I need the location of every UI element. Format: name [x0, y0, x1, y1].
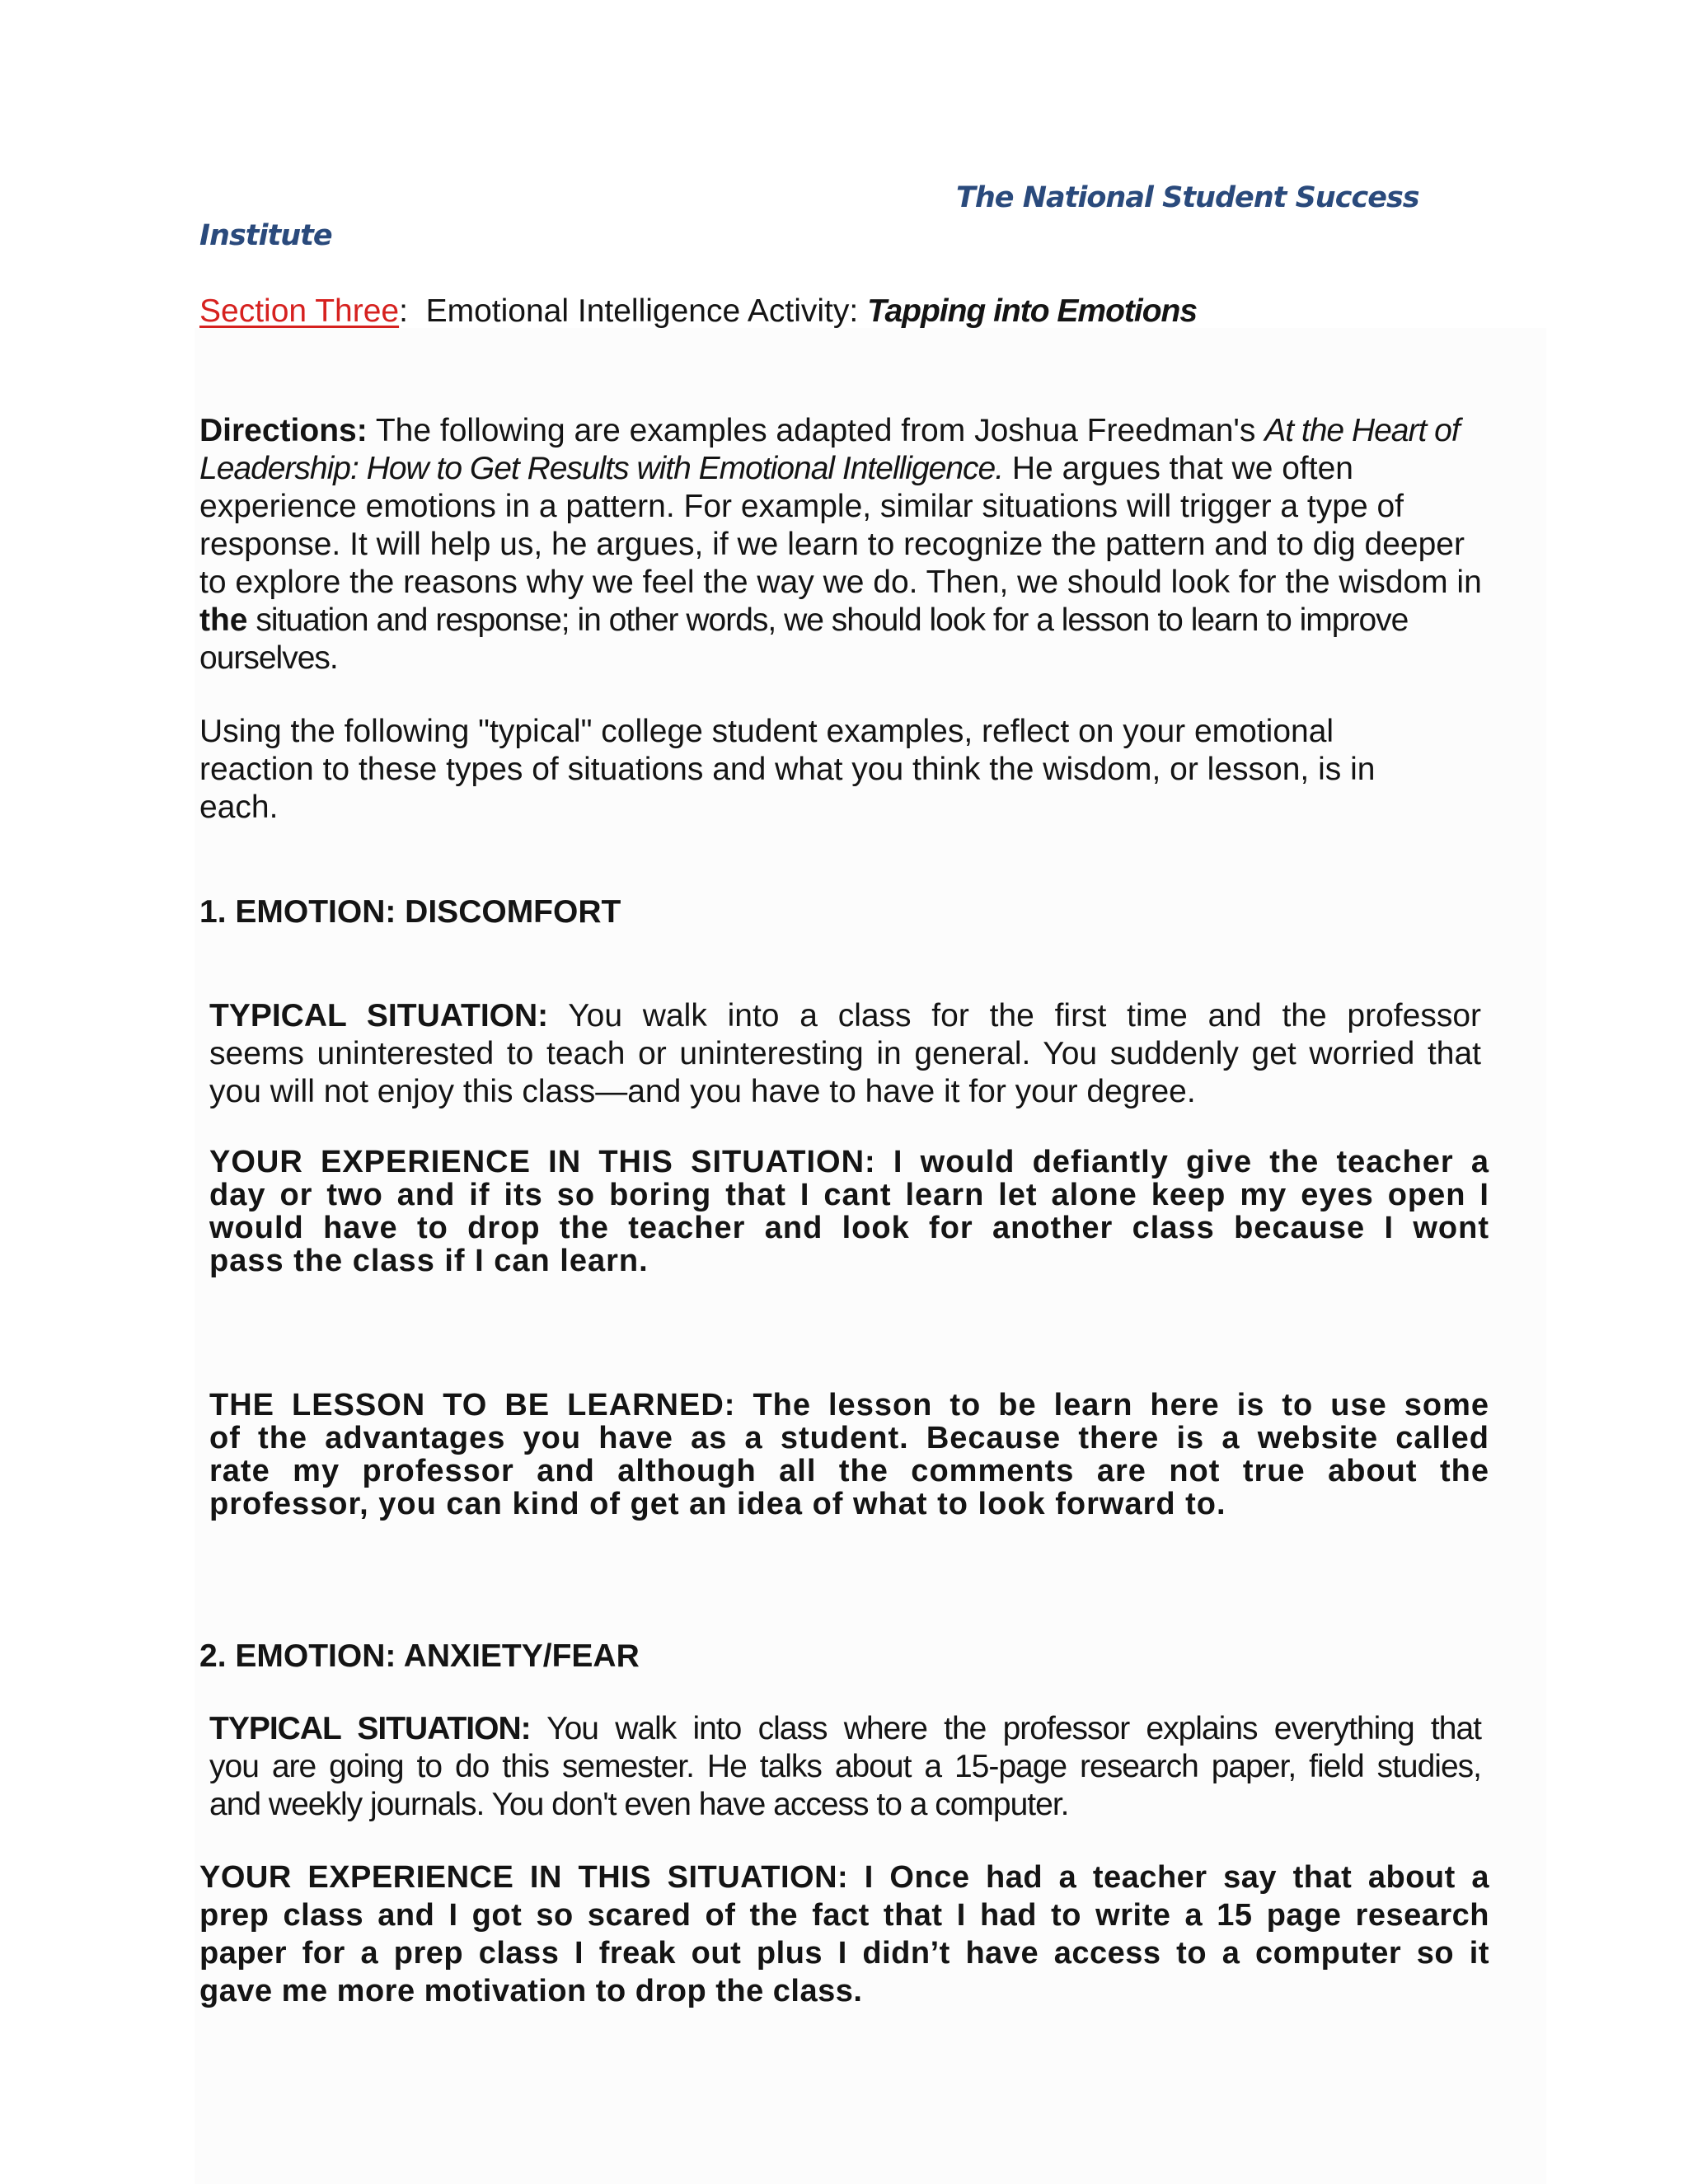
- situation-label: TYPICAL SITUATION:: [209, 1711, 531, 1746]
- institute-name-line2: Institute: [199, 219, 332, 252]
- situation-line: and weekly journals. You don't even have access to a computer.: [209, 1787, 1069, 1822]
- section-colon: :: [399, 293, 408, 329]
- emotion-1-lesson: [209, 1389, 1489, 1521]
- emotion-1-heading: 1. EMOTION: DISCOMFORT: [199, 894, 621, 930]
- intro-paragraph: Using the following "typical" college student examples, reflect on your emotional reaction to these types of situations and what you think the wisdom, or lesson, is in each.: [199, 714, 1376, 825]
- experience-line: day or two and if its so boring that I cant learn let alone keep my eyes open I: [209, 1178, 1489, 1212]
- lesson-line: THE LESSON TO BE LEARNED: The lesson to be learn here is to use some: [209, 1388, 1489, 1422]
- emotion-2-typical-situation: [209, 1710, 1481, 1824]
- situation-label: TYPICAL SITUATION:: [209, 998, 549, 1033]
- directions-text-1: The following are examples adapted from Joshua Freedman's: [375, 413, 1265, 448]
- situation-line: seems uninterested to teach or uninteresting in general. You suddenly get worried that: [209, 1036, 1481, 1071]
- book-title: At the Heart of Leadership: How to Get Results with Emotional Intelligence.: [199, 413, 1460, 486]
- experience-line: paper for a prep class I freak out plus I didn’t have access to a computer so it: [199, 1936, 1489, 1971]
- experience-line: YOUR EXPERIENCE IN THIS SITUATION: I Once had a teacher say that about a: [199, 1860, 1489, 1895]
- directions-label: Directions:: [199, 413, 368, 448]
- situation-line: [209, 1710, 1481, 1748]
- directions-text-2: He argues that we often experience emotions in a pattern. For example, similar situations will trigger a type of response. It will help us, he argues, if we learn to recognize the pattern and to dig deeper to explore the reasons why we feel the way we do. Then, we should look for the wisdom in: [199, 451, 1482, 600]
- directions-text-3: situation and response; in other words, we should look for a lesson to learn to improve ourselves.: [199, 602, 1409, 676]
- emotion-2-heading: 2. EMOTION: ANXIETY/FEAR: [199, 1638, 640, 1674]
- lesson-line: rate my professor and although all the comments are not true about the: [209, 1454, 1489, 1488]
- situation-line: you are going to do this semester. He talks about a 15-page research paper, field studies,: [209, 1749, 1481, 1784]
- directions-bold-word: the: [199, 602, 248, 638]
- institute-name-line1: The National Student Success: [956, 181, 1419, 214]
- situation-line: you will not enjoy this class—and you have to have it for your degree.: [209, 1074, 1196, 1109]
- activity-title: Tapping into Emotions: [867, 293, 1198, 329]
- situation-text: You walk into class where the professor explains everything that: [530, 1711, 1481, 1746]
- lesson-line: professor, you can kind of get an idea of what to look forward to.: [209, 1487, 1226, 1521]
- experience-line: pass the class if I can learn.: [209, 1244, 649, 1278]
- emotion-1-typical-situation: [209, 997, 1481, 1111]
- experience-line: YOUR EXPERIENCE IN THIS SITUATION: I would defiantly give the teacher a: [209, 1145, 1489, 1179]
- experience-line: prep class and I got so scared of the fact that I had to write a 15 page research: [199, 1898, 1489, 1933]
- section-title: [199, 293, 1197, 330]
- experience-line: gave me more motivation to drop the class.: [199, 1974, 863, 2008]
- emotion-2-experience: [199, 1858, 1489, 2010]
- situation-text: You walk into a class for the first time and the professor: [548, 998, 1481, 1033]
- activity-label: Emotional Intelligence Activity:: [425, 293, 859, 329]
- directions-paragraph: [199, 412, 1498, 677]
- situation-line: [209, 997, 1481, 1035]
- emotion-1-experience: [209, 1146, 1489, 1277]
- lesson-line: of the advantages you have as a student. Because there is a website called: [209, 1421, 1489, 1455]
- section-link[interactable]: Section Three: [199, 293, 400, 329]
- experience-line: would have to drop the teacher and look for another class because I wont: [209, 1211, 1489, 1245]
